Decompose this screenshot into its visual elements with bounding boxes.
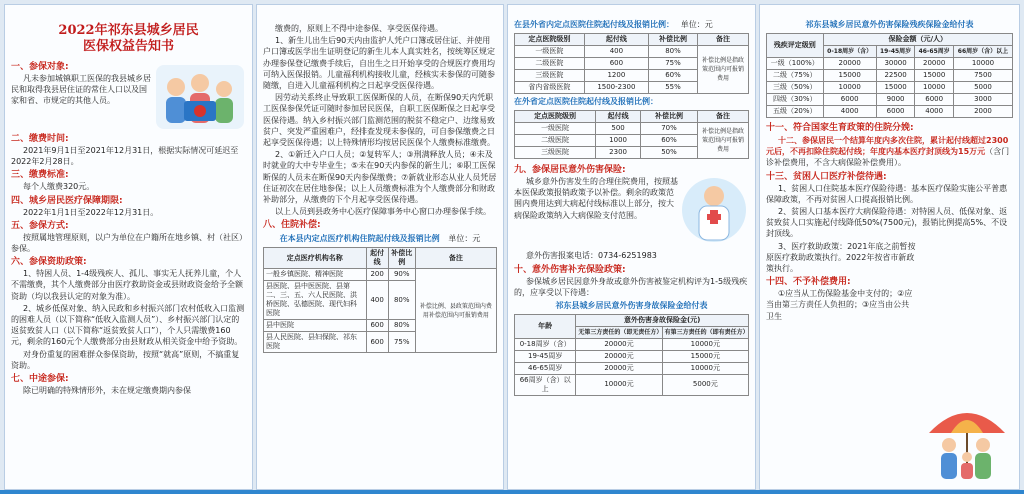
section-10-text: 参保城乡居民因意外身故或意外伤害被鉴定机构评为1-5级残疾的，应享受以下待遇： <box>514 276 748 297</box>
cell: 80% <box>388 281 415 320</box>
county-table-title <box>263 233 497 245</box>
p2-text-5: 以上人员到县政务中心医疗保障事务中心窗口办理参保手续。 <box>275 207 491 217</box>
cell: 县人民医院、县妇保院、祁东医院 <box>264 332 367 353</box>
section-6-p1: 1、特困人员、1-4级残疾人、孤儿、事实无人抚养儿童，个人不需缴费，其个人缴费部分由医疗救助资金或县财政资金给予全额资助（均以我县认定的对象为准）。 <box>11 269 243 301</box>
table-row <box>515 374 749 395</box>
cell: 20000元 <box>576 338 662 350</box>
doctor-illustration <box>679 170 749 250</box>
province-table-title-text: 在县外省内定点医院住院起付线及报销比例： <box>514 20 674 29</box>
cell: 1500-2300 <box>584 82 648 94</box>
cell: 90% <box>388 269 415 281</box>
cell: 10000 <box>953 58 1012 70</box>
section-7-text: 除已明确的特殊情形外，未在规定缴费期内参保 <box>23 386 191 396</box>
table-row <box>767 58 1013 70</box>
panel-2 <box>256 4 504 490</box>
section-13-heading: 十三、贫困人口医疗补偿待遇: <box>766 171 887 182</box>
section-1-heading: 一、参保对象: <box>11 62 69 72</box>
cell: 0-18周岁（含） <box>515 338 576 350</box>
cell: 1200 <box>584 70 648 82</box>
section-12-heading: 十二、参保居民一个结算年度内多次住院，累计起付线超过2300元后，不再扣除住院起付线；年度内基本医疗封顶线为15万元 <box>766 136 1009 157</box>
section-4-heading: 四、城乡居民医疗保障期限: <box>11 195 123 206</box>
note-cell: 补偿比例是指政策范围内可报销费用 <box>698 46 749 94</box>
cell: 400 <box>366 281 388 320</box>
table-row <box>515 123 749 135</box>
cell: 三级（50%） <box>767 82 824 94</box>
col-disability-level: 残疾评定级别 <box>767 34 824 58</box>
cell: 4000 <box>915 106 954 118</box>
cell: 30000 <box>876 58 915 70</box>
cell: 县医院、县中医医院、县第二、三、五、六人民医院、洪桥医院、弘德医院、现代妇科医院 <box>264 281 367 320</box>
cell: 一级医院 <box>515 123 596 135</box>
cell: 20000 <box>823 58 876 70</box>
cell: 一级医院 <box>515 46 585 58</box>
section-5-text: 按照属地管理原则，以户为单位在户籍所在地乡镇、村（社区）参保。 <box>11 232 243 254</box>
cell: 五级（20%） <box>767 106 824 118</box>
cell: 500 <box>596 123 641 135</box>
col-ratio: 补偿比例 <box>641 111 698 123</box>
cell: 15000 <box>876 82 915 94</box>
section-10-heading: 十、意外伤害补充保险政策: <box>514 264 626 275</box>
family-umbrella-illustration <box>921 393 1013 483</box>
county-table-unit: 单位：元 <box>448 234 481 244</box>
note-cell: 补偿比例是指政策范围内可报销费用 <box>698 123 749 159</box>
section-9-heading: 九、参保居民意外伤害保险: <box>514 165 626 175</box>
cell: 20000 <box>915 58 954 70</box>
cell: 3000 <box>953 94 1012 106</box>
cell: 80% <box>388 320 415 332</box>
outprovince-hospital-table <box>514 110 749 159</box>
cell: 20000元 <box>576 350 662 362</box>
table-row <box>767 106 1013 118</box>
cell: 80% <box>648 46 697 58</box>
panel-4 <box>759 4 1020 490</box>
section-12-tail: （含门诊补偿费用，不含大病保险补偿费用）。 <box>766 147 1010 168</box>
death-benefit-table <box>514 314 749 396</box>
panel-1 <box>4 4 253 490</box>
section-1-text: 凡未参加城镇职工医保的我县城乡居民和取得我县居住证的常住人口以及国家和省、市规定的其他人员。 <box>11 74 151 106</box>
cell: 70% <box>641 123 698 135</box>
province-table-unit: 单位：元 <box>680 20 713 29</box>
col-amount: 保险金额（元/人） <box>823 34 1013 46</box>
section-2-heading: 二、缴费时间: <box>11 134 69 144</box>
col-level: 定点医院级别 <box>515 34 585 46</box>
cell: 600 <box>366 320 388 332</box>
section-6-p3: 对身份重复的困难群众参保资助，按照“就高”原则，不搞重复资助。 <box>11 349 240 370</box>
section-3-text: 每个人缴费320元。 <box>23 182 95 192</box>
cell: 15000 <box>915 70 954 82</box>
notice-title-line2: 医保权益告知书 <box>82 39 174 54</box>
col-age: 0-18周岁（含） <box>823 46 876 58</box>
section-4-text: 2022年1月1日至2022年12月31日。 <box>23 207 159 217</box>
col-age: 19-45周岁 <box>876 46 915 58</box>
cell: 15000元 <box>662 350 748 362</box>
p2-text-3: 因劳动关系终止导致职工医保断保的人员，在断保90天内凭职工医保参保凭证可随时参加居民医保，自职工医保断保之日起享受医保待遇。纳入乡村振兴部门监测范围的脱贫不稳定户、边缘易致贫户、突发严重困难户，经排查发现未参保的，可自参保缴费之日起享受医保待遇；以上特殊情形均按居民医保个人缴费标准缴费。 <box>263 93 495 148</box>
cell: 10000 <box>915 82 954 94</box>
cell: 75% <box>648 58 697 70</box>
section-13-p3: 3、医疗救助政策：2021年底之前暂按原医疗救助政策执行。2022年按省市新政策执行。 <box>766 241 916 274</box>
p2-text-4: 2、①新迁入户口人员；②复转军人；③刑满释放人员；④未及时就业的大中专毕业生；⑤未在90天内参保的新生儿；⑥职工医保断保的人员未在断保90天内参保缴费；⑦新就业形态从业人员凭居住证初次在居住地参保；以上人员缴费标准为个人缴费部分和财政补助部分，从缴费的下个月起享受医保待遇。 <box>263 150 497 205</box>
cell: 10000元 <box>662 338 748 350</box>
section-7-heading: 七、中途参保: <box>11 374 69 385</box>
cell: 三级医院 <box>515 147 596 159</box>
section-11-heading: 十一、符合国家生育政策的住院分娩: <box>766 123 914 133</box>
cell: 四级（30%） <box>767 94 824 106</box>
table-row <box>515 338 749 350</box>
cell: 10000元 <box>662 362 748 374</box>
county-hospital-table <box>263 247 497 353</box>
cell: 55% <box>648 82 697 94</box>
col-deductible: 起付线 <box>366 248 388 269</box>
cell: 6000 <box>876 106 915 118</box>
section-2-text: 2021年9月1日至2021年12月31日，根据实际情况可延迟至2022年2月28日。 <box>11 146 239 167</box>
province-table-title <box>514 19 749 31</box>
col-deductible: 起付线 <box>584 34 648 46</box>
cell: 10000 <box>823 82 876 94</box>
cell: 200 <box>366 269 388 281</box>
cell: 46-65周岁 <box>515 362 576 374</box>
note-cell: 补偿比例、县政策范围内费用补偿范围内可报销费用 <box>415 269 496 353</box>
col-age: 66周岁（含）以上 <box>953 46 1012 58</box>
cell: 7500 <box>953 70 1012 82</box>
col-note: 备注 <box>415 248 496 269</box>
cell: 2300 <box>596 147 641 159</box>
cell: 75% <box>388 332 415 353</box>
cell: 50% <box>641 147 698 159</box>
death-benefit-table-title: 祁东县城乡居民意外伤害身故保险金给付表 <box>555 300 708 310</box>
cell: 省内省级医院 <box>515 82 585 94</box>
cell: 66周岁（含）以上 <box>515 374 576 395</box>
col-note: 备注 <box>698 111 749 123</box>
cell: 20000元 <box>576 362 662 374</box>
section-12-block <box>766 135 1013 169</box>
bottom-stripe <box>0 490 1024 494</box>
col-no-third-party: 无第三方责任的（即无责任方） <box>576 326 662 338</box>
col-age: 46-65周岁 <box>915 46 954 58</box>
table-row <box>515 362 749 374</box>
section-6-heading: 六、参保资助政策: <box>11 257 87 268</box>
cell: 二级医院 <box>515 58 585 70</box>
panel-3 <box>507 4 756 490</box>
cell: 5000元 <box>662 374 748 395</box>
cell: 2000 <box>953 106 1012 118</box>
section-13-p2: 2、贫困人口基本医疗大病保险待遇：对特困人员、低保对象、返贫致贫人口实施起付线降低50%(7500元)，报销比例提高5%、不设封顶线。 <box>766 207 1008 239</box>
cell: 600 <box>584 58 648 70</box>
section-13-p1: 1、贫困人口住院基本医疗保险待遇：基本医疗保险实施公平普惠保障政策，不再对贫困人口提高报销比例。 <box>766 183 1008 204</box>
section-5-heading: 五、参保方式: <box>11 220 69 231</box>
family-illustration <box>154 61 246 131</box>
cell: 4000 <box>823 106 876 118</box>
col-third-party: 有第三方责任的（即有责任方） <box>662 326 748 338</box>
notice-title-line1: 2022年祁东县城乡居民 <box>58 23 199 38</box>
col-note: 备注 <box>698 34 749 46</box>
col-hospital: 定点医疗机构名称 <box>264 248 367 269</box>
cell: 19-45周岁 <box>515 350 576 362</box>
col-ratio: 补偿比例 <box>648 34 697 46</box>
table-row <box>515 46 749 58</box>
county-table-title-text: 在本县内定点医疗机构住院起付线及报销比例 <box>279 234 440 244</box>
disability-benefit-table <box>766 33 1013 118</box>
cell: 二级医院 <box>515 135 596 147</box>
cell: 5000 <box>953 82 1012 94</box>
col-deductible: 起付线 <box>596 111 641 123</box>
section-3-heading: 三、缴费标准: <box>11 170 69 181</box>
table-row <box>515 350 749 362</box>
cell: 三级医院 <box>515 70 585 82</box>
table-row <box>767 82 1013 94</box>
cell: 1000 <box>596 135 641 147</box>
outprovince-table-title: 在外省定点医院住院起付线及报销比例： <box>514 97 658 106</box>
p2-text-1: 缴费的，原则上不得中途参保、享受医保待遇。 <box>275 24 443 33</box>
section-14-heading: 十四、不予补偿费用: <box>766 277 851 288</box>
section-14-text: ①应当从工伤保险基金中支付的；②应当由第三方责任人负担的；③应当由公共卫生 <box>766 289 913 321</box>
col-age: 年龄 <box>515 314 576 338</box>
cell: 15000 <box>823 70 876 82</box>
cell: 60% <box>648 70 697 82</box>
cell: 二级（75%） <box>767 70 824 82</box>
cell: 10000元 <box>576 374 662 395</box>
cell: 60% <box>641 135 698 147</box>
cell: 一般乡镇医院、精神医院 <box>264 269 367 281</box>
cell: 9000 <box>876 94 915 106</box>
section-8-heading: 八、住院补偿: <box>263 220 321 231</box>
province-hospital-table <box>514 33 749 94</box>
cell: 22500 <box>876 70 915 82</box>
cell: 一级（100%） <box>767 58 824 70</box>
table-row <box>264 269 497 281</box>
cell: 400 <box>584 46 648 58</box>
table-row <box>767 94 1013 106</box>
col-ratio: 补偿比例 <box>388 248 415 269</box>
section-6-p2: 2、城乡低保对象、纳入民政和乡村振兴部门农村低收入口监测的困难人员（以下简称“低收入监测人员”）、乡村振兴部门认定的返贫致贫人口（以下简称“返贫致贫人口”），个人只需缴费160元，剩余的160元个人缴费部分由县财政从相关资金中给予资助。 <box>11 303 245 347</box>
col-benefit: 意外伤害身故保险金(元) <box>576 314 749 326</box>
section-9-text: 城乡意外伤害发生的合理住院费用，按照基本医保政策报销政策予以补偿。剩余的政策范围内费用达到大病起付线标准以上部分，按大病保险政策纳入大病保险支付范围。 <box>514 177 678 220</box>
col-level: 定点医院级别 <box>515 111 596 123</box>
cell: 600 <box>366 332 388 353</box>
disability-table-title: 祁东县城乡居民意外伤害保险残疾保险金给付表 <box>805 20 974 29</box>
p2-text-2: 1、新生儿出生后90天内由监护人凭户口簿或居住证、并使用户口簿或医学出生证明登记的新生儿本人真实姓名，按统筹区规定办理参保登记缴费手续后，自出生之日开始享受的合规医疗费用均可纳入医保报销。儿童福利机构接收儿童，经核实未参保的可随参随缴，自进入儿童福利机构之日起享受医保待遇。 <box>263 36 495 91</box>
cell: 6000 <box>823 94 876 106</box>
cell: 6000 <box>915 94 954 106</box>
table-row <box>767 70 1013 82</box>
accident-hotline: 意外伤害报案电话：0734-6251983 <box>526 251 657 260</box>
cell: 县中医院 <box>264 320 367 332</box>
